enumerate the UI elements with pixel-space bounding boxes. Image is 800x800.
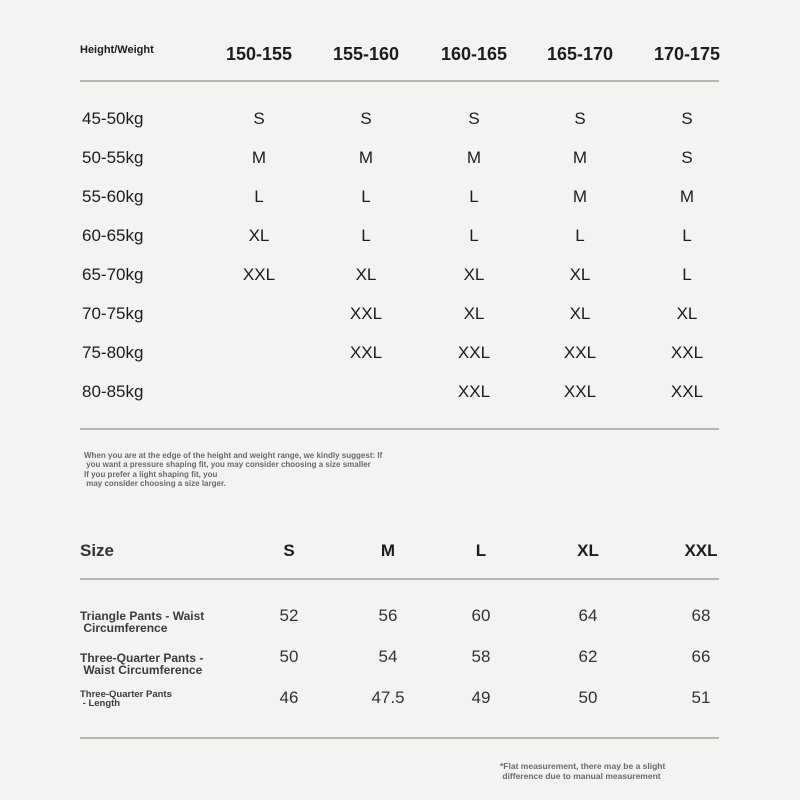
size-recommendation-cell: L xyxy=(254,187,264,206)
measurement-value-cell: 52 xyxy=(279,606,299,625)
measurement-row-label: Three-Quarter Pants - Length xyxy=(80,689,172,709)
height-column-header: 165-170 xyxy=(546,44,614,64)
size-recommendation-cell: XL xyxy=(355,265,377,284)
size-recommendation-cell: M xyxy=(358,148,374,167)
height-column-header: 170-175 xyxy=(653,44,721,64)
size-recommendation-cell: XL xyxy=(463,304,485,323)
size-recommendation-cell: S xyxy=(681,109,693,128)
size-recommendation-cell: M xyxy=(572,187,588,206)
height-column-header: 150-155 xyxy=(225,44,293,64)
size-recommendation-cell: XL xyxy=(463,265,485,284)
size-recommendation-cell: XXL xyxy=(670,382,704,401)
size-recommendation-cell: XXL xyxy=(563,343,597,362)
size-column-header: XL xyxy=(577,541,599,560)
measurement-value-cell: 60 xyxy=(471,606,491,625)
measurement-value-cell: 64 xyxy=(578,606,598,625)
size-recommendation-cell: M xyxy=(679,187,695,206)
size-column-header: M xyxy=(380,541,396,560)
size-recommendation-cell: XXL xyxy=(563,382,597,401)
size-recommendation-cell: S xyxy=(253,109,265,128)
weight-row-label: 70-75kg xyxy=(82,304,144,323)
weight-row-label: 60-65kg xyxy=(82,226,144,245)
measurement-value-cell: 56 xyxy=(378,606,398,625)
size-recommendation-cell: XXL xyxy=(670,343,704,362)
weight-row-label: 45-50kg xyxy=(82,109,144,128)
table-divider xyxy=(80,737,719,739)
measurement-value-cell: 51 xyxy=(691,688,711,707)
size-column-header: L xyxy=(475,541,487,560)
size-column-header: S xyxy=(283,541,295,560)
size-recommendation-cell: L xyxy=(682,265,692,284)
measurement-value-cell: 49 xyxy=(471,688,491,707)
measurement-value-cell: 50 xyxy=(279,647,299,666)
size-recommendation-cell: XL xyxy=(569,304,591,323)
measurement-value-cell: 62 xyxy=(578,647,598,666)
size-recommendation-cell: XXL xyxy=(457,382,491,401)
size-recommendation-cell: M xyxy=(251,148,267,167)
measurement-value-cell: 66 xyxy=(691,647,711,666)
size-recommendation-cell: L xyxy=(469,187,479,206)
size-recommendation-cell: S xyxy=(574,109,586,128)
weight-row-label: 50-55kg xyxy=(82,148,144,167)
size-recommendation-cell: L xyxy=(361,187,371,206)
measurement-row-label: Three-Quarter Pants - Waist Circumference xyxy=(80,651,204,677)
size-recommendation-cell: L xyxy=(469,226,479,245)
size-recommendation-cell: L xyxy=(361,226,371,245)
size-advice-note: If you prefer a light shaping fit, you xyxy=(84,470,218,479)
size-recommendation-cell: S xyxy=(360,109,372,128)
size-advice-note: may consider choosing a size larger. xyxy=(84,479,226,488)
weight-row-label: 65-70kg xyxy=(82,265,144,284)
measurement-value-cell: 50 xyxy=(578,688,598,707)
size-recommendation-cell: XL xyxy=(569,265,591,284)
weight-row-label: 75-80kg xyxy=(82,343,144,362)
size-recommendation-cell: S xyxy=(681,148,693,167)
weight-row-label: 80-85kg xyxy=(82,382,144,401)
size-recommendation-cell: L xyxy=(575,226,585,245)
measurement-value-cell: 47.5 xyxy=(371,688,405,707)
flat-measurement-footnote: *Flat measurement, there may be a slight difference due to manual measurement xyxy=(500,761,666,781)
size-table-title: Size xyxy=(80,541,115,560)
table-divider xyxy=(80,578,719,580)
measurement-value-cell: 46 xyxy=(279,688,299,707)
height-column-header: 160-165 xyxy=(440,44,508,64)
size-recommendation-cell: XXL xyxy=(349,343,383,362)
size-recommendation-cell: M xyxy=(572,148,588,167)
table-divider xyxy=(80,80,719,82)
size-recommendation-cell: XL xyxy=(248,226,270,245)
measurement-row-label: Triangle Pants - Waist Circumference xyxy=(80,609,205,635)
size-column-header: XXL xyxy=(684,541,718,560)
measurement-value-cell: 58 xyxy=(471,647,491,666)
table-divider xyxy=(80,428,719,430)
size-recommendation-cell: XL xyxy=(676,304,698,323)
weight-row-label: 55-60kg xyxy=(82,187,144,206)
size-advice-note: you want a pressure shaping fit, you may consider choosing a size smaller xyxy=(84,460,371,469)
size-recommendation-cell: M xyxy=(466,148,482,167)
height-weight-corner-label: Height/Weight xyxy=(80,44,154,56)
size-advice-note: When you are at the edge of the height and weight range, we kindly suggest: If xyxy=(84,451,383,460)
measurement-value-cell: 68 xyxy=(691,606,711,625)
size-recommendation-cell: L xyxy=(682,226,692,245)
size-recommendation-cell: S xyxy=(468,109,480,128)
size-recommendation-cell: XXL xyxy=(457,343,491,362)
size-recommendation-cell: XXL xyxy=(349,304,383,323)
height-column-header: 155-160 xyxy=(332,44,400,64)
measurement-value-cell: 54 xyxy=(378,647,398,666)
size-recommendation-cell: XXL xyxy=(242,265,276,284)
